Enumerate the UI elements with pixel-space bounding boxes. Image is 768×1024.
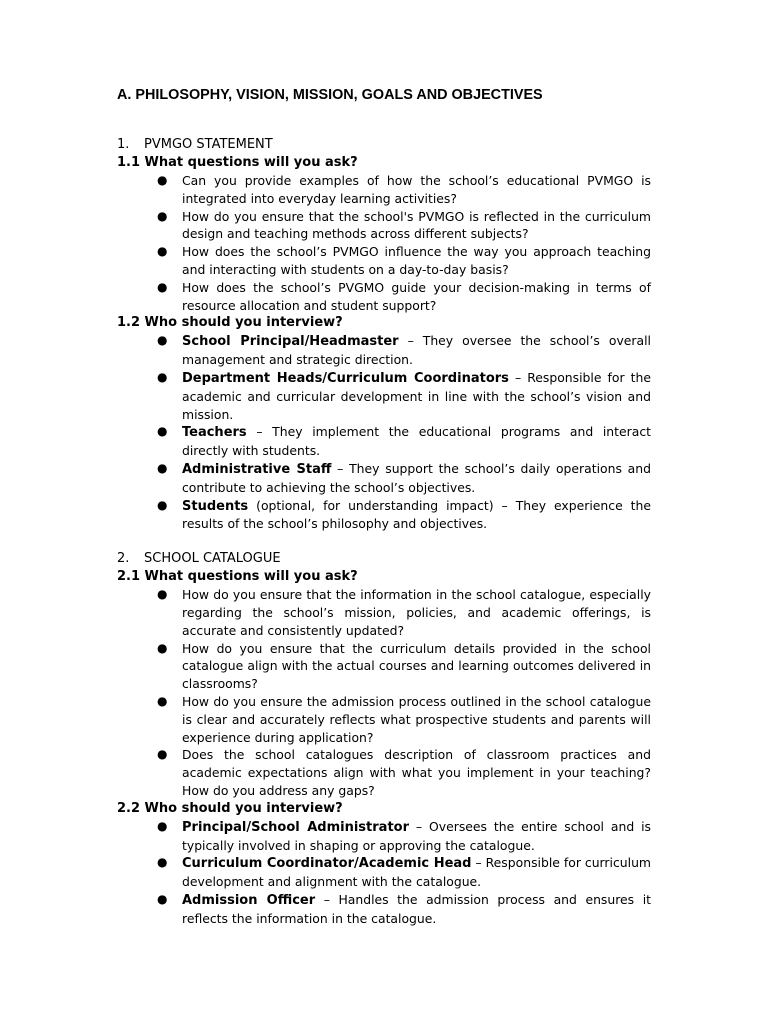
interviewee-role: Department Heads/Curriculum Coordinators <box>182 370 509 386</box>
list-item: ● How do you ensure the admission process outlined in the school catalogue is clear and accurately reflects what prospective students and parents will experience during application? <box>157 693 651 745</box>
bullet-icon: ● <box>157 244 168 259</box>
list-item: ● How does the school’s PVGMO guide your decision-making in terms of resource allocation and student support? <box>157 279 651 313</box>
section-heading-text: PVMGO STATEMENT <box>144 137 273 152</box>
section-pvmgo-statement <box>117 136 651 533</box>
section-heading-text: SCHOOL CATALOGUE <box>144 551 281 567</box>
list-item <box>117 332 651 369</box>
interviewee-description: – Handles the admission process and ensures it reflects the information in the catalogue. <box>182 891 651 926</box>
interviewee-role: Curriculum Coordinator/Academic Head <box>182 856 472 872</box>
list-item <box>117 891 651 928</box>
interviewee-role: Students <box>182 498 249 514</box>
interviewee-description: – Responsible for the academic and curricular development in line with the school’s vision and mission. <box>182 369 651 422</box>
list-item: ● Does the school catalogues description of classroom practices and academic expectations align with what you implement in your teaching? How do you address any gaps? <box>157 747 651 798</box>
interviewee-role: Administrative Staff <box>182 461 332 477</box>
list-item: ● How do you ensure that the curriculum details provided in the school catalogue align with the actual courses and learning outcomes delivered in classrooms? <box>157 640 651 692</box>
bullet-icon: ● <box>157 173 168 187</box>
list-item <box>117 818 651 855</box>
list-item <box>117 854 651 891</box>
questions-heading: 2.1 What questions will you ask? <box>117 569 358 585</box>
list-item: ● How do you ensure that the information in the school catalogue, especially regarding the school’s mission, policies, and academic offerings, is accurate and consistently updated? <box>157 587 651 638</box>
section-number: 1. <box>117 137 130 152</box>
bullet-icon: ● <box>157 369 168 384</box>
section-number: 2. <box>117 551 130 567</box>
list-item: ● Can you provide examples of how the school’s educational PVMGO is integrated into everyday learning activities? <box>157 173 651 206</box>
interviewee-role: Teachers <box>182 425 247 441</box>
interviewee-description: (optional, for understanding impact) – They experience the results of the school’s philosophy and objectives. <box>182 497 651 532</box>
document-title: A. PHILOSOPHY, VISION, MISSION, GOALS AND OBJECTIVES <box>117 87 543 103</box>
bullet-icon: ● <box>157 818 168 833</box>
interviewees-list <box>117 818 651 928</box>
list-item <box>117 460 651 497</box>
section-school-catalogue <box>117 550 651 927</box>
section-heading <box>117 136 651 154</box>
bullet-icon: ● <box>157 693 168 708</box>
bullet-icon: ● <box>157 640 168 655</box>
questions-list <box>117 586 651 800</box>
interviewee-description: – They oversee the school’s overall management and strategic direction. <box>182 333 651 368</box>
interviewee-description: – Oversees the entire school and is typically involved in shaping or approving the catalogue. <box>182 818 651 853</box>
questions-list <box>117 172 651 314</box>
list-item <box>117 497 651 534</box>
interviewee-role: Principal/School Administrator <box>182 819 410 835</box>
list-item <box>117 423 651 460</box>
bullet-icon: ● <box>157 333 168 348</box>
interviewee-description: – They implement the educational programs and interact directly with students. <box>182 424 651 459</box>
list-item: ● How do you ensure that the school's PVMGO is reflected in the curriculum design and teaching methods across different subjects? <box>157 208 651 242</box>
bullet-icon: ● <box>157 460 168 475</box>
list-item: ● How does the school’s PVMGO influence the way you approach teaching and interacting with students on a day-to-day basis? <box>157 244 651 277</box>
section-heading <box>117 550 651 568</box>
interviewees-list <box>117 332 651 533</box>
section-spacer <box>117 533 651 550</box>
interviewee-role: School Principal/Headmaster <box>182 334 399 350</box>
questions-heading: 1.1 What questions will you ask? <box>117 155 358 170</box>
bullet-icon: ● <box>157 497 168 512</box>
interview-heading: 2.2 Who should you interview? <box>117 800 343 816</box>
bullet-icon: ● <box>157 424 168 439</box>
interviewee-description: – Responsible for curriculum development and alignment with the catalogue. <box>182 855 651 890</box>
bullet-icon: ● <box>157 279 168 294</box>
interviewee-role: Admission Officer <box>182 892 316 908</box>
document-page <box>117 86 651 927</box>
bullet-icon: ● <box>157 208 168 223</box>
list-item <box>117 369 651 423</box>
bullet-icon: ● <box>157 855 168 870</box>
interview-heading: 1.2 Who should you interview? <box>117 315 343 331</box>
interviewee-description: – They support the school’s daily operations and contribute to achieving the school’s objectives. <box>182 460 651 495</box>
bullet-icon: ● <box>157 747 168 762</box>
bullet-icon: ● <box>157 587 168 602</box>
bullet-icon: ● <box>157 891 168 906</box>
